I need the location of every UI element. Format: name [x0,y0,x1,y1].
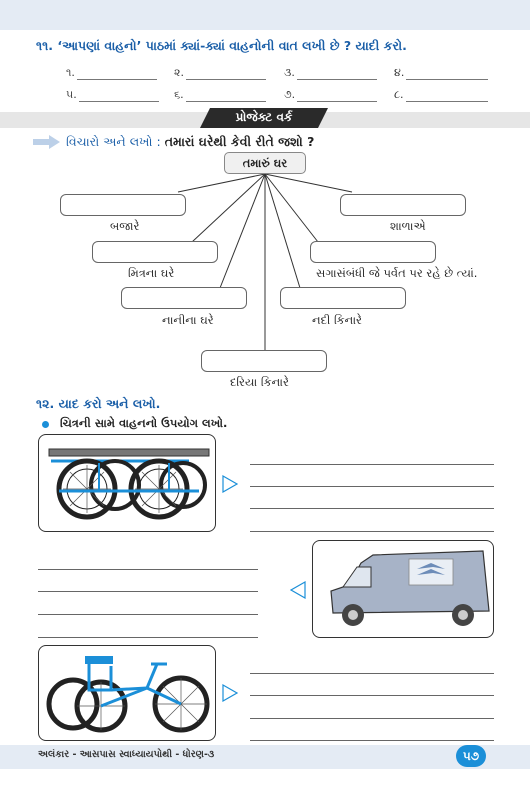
mindmap-center-home: તમારું ઘર [224,152,306,174]
right-triangle-icon [222,475,238,493]
question-12-instruction: ચિત્રની સામે વાહનનો ઉપયોગ લખો. [60,416,228,430]
write-line[interactable] [250,531,494,532]
cart-picture-frame [38,434,216,532]
blank-6-number: ૬. [174,88,184,101]
answer-box-relatives-mountain[interactable] [310,241,436,263]
project-work-label: પ્રોજેક્ટ વર્ક [235,110,293,124]
blank-2-number: ૨. [174,66,184,79]
question-12-title: ૧૨. યાદ કરો અને લખો. [36,396,161,411]
page-number-badge: ૫૭ [456,745,486,767]
label-grandmothers-house: નાનીના ઘરે [162,313,214,327]
label-relatives-mountain: સગાસંબંધી જે પર્વત પર રહે છે ત્યાં. [316,266,478,280]
write-line[interactable] [38,591,258,592]
blank-3-number: ૩. [284,66,295,79]
footer-book-title: અલંકાર - આસપાસ સ્વાધ્યાયપોથી - ધોરણ-૩ [38,749,215,760]
write-line[interactable] [250,673,494,674]
write-line[interactable] [38,637,258,638]
answer-box-grandmothers-house[interactable] [121,287,247,309]
blank-1-number: ૧. [66,66,75,79]
label-sea-shore: દરિયા કિનારે [230,375,289,389]
tricycle-illustration [39,646,216,741]
blank-5-number: ૫. [66,88,77,101]
left-triangle-icon [290,581,306,599]
label-market: બજારે [110,219,140,233]
label-friends-house: મિત્રના ઘરે [128,266,175,280]
cart-illustration [39,435,216,532]
write-line[interactable] [38,569,258,570]
tricycle-picture-frame [38,645,216,741]
answer-box-school[interactable] [340,194,466,216]
write-line[interactable] [250,695,494,696]
write-line[interactable] [38,614,258,615]
write-line[interactable] [250,718,494,719]
bullet-dot [42,421,49,428]
answer-box-friends-house[interactable] [92,241,218,263]
write-line[interactable] [250,740,494,741]
think-label: વિચારો અને લખો : [66,134,161,149]
blank-4-number: ૪. [394,66,405,79]
question-11-title: ૧૧. ‘આપણાં વાહનો’ પાઠમાં ક્યાં-ક્યાં વાહનોની વાત લખી છે ? યાદી કરો. [36,38,407,53]
write-line[interactable] [250,508,494,509]
blank-7-number: ૭. [284,88,296,101]
right-triangle-icon [222,684,238,702]
answer-box-sea-shore[interactable] [201,350,327,372]
label-river-bank: નદી કિનારે [312,313,362,327]
van-illustration [313,541,494,638]
think-question: તમારાં ઘરેથી કેવી રીતે જશો ? [164,134,315,149]
answer-box-market[interactable] [60,194,186,216]
van-picture-frame [312,540,494,638]
blank-8-number: ૮. [394,88,404,101]
answer-box-river-bank[interactable] [280,287,406,309]
write-line[interactable] [250,464,494,465]
label-school: શાળાએ [390,219,426,233]
write-line[interactable] [250,486,494,487]
